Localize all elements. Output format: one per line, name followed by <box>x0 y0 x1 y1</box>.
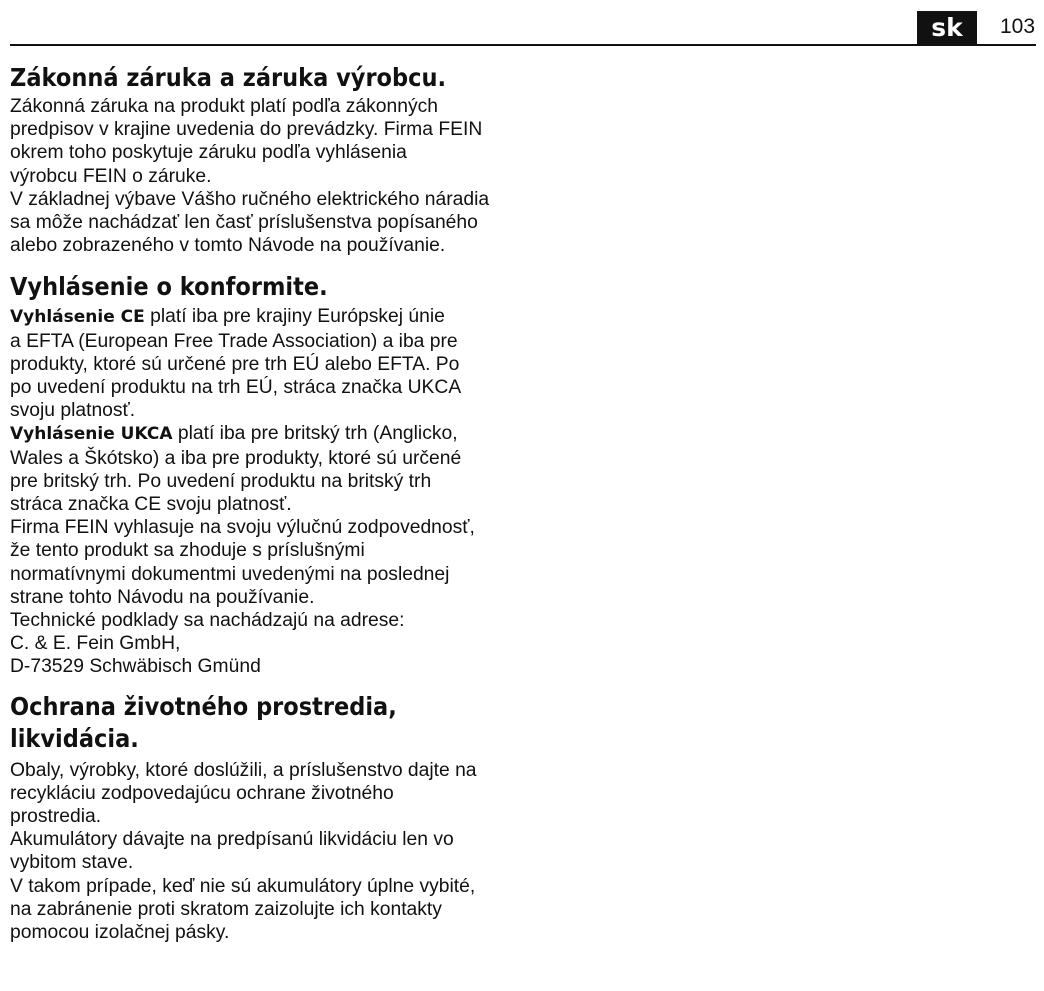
conformity-section <box>10 271 530 678</box>
warranty-paragraph <box>10 95 530 188</box>
heading-line: Ochrana životného prostredia, <box>10 691 397 721</box>
warranty-section <box>10 62 530 257</box>
page-number: 103 <box>1000 15 1036 38</box>
text-line: V takom prípade, keď nie sú akumulátory úplne vybité, <box>10 875 476 897</box>
text-fragment: platí iba pre krajiny Európskej únie <box>144 306 445 328</box>
text-line: prostredia. <box>10 806 102 828</box>
ukca-declaration-lead: Vyhlásenie UKCA <box>10 424 173 445</box>
text-line <box>10 305 530 329</box>
text-line: normatívnymi dokumentmi uvedenými na poslednej <box>10 563 450 585</box>
text-line: Obaly, výrobky, ktoré doslúžili, a príslušenstvo dajte na <box>10 759 477 781</box>
text-line: alebo zobrazeného v tomto Návode na používanie. <box>10 235 446 257</box>
text-line: Technické podklady sa nachádzajú na adrese: <box>10 610 405 632</box>
responsibility-paragraph <box>10 516 530 609</box>
warranty-heading: Zákonná záruka a záruka výrobcu. <box>10 63 447 92</box>
text-line: pomocou izolačnej pásky. <box>10 922 230 944</box>
text-line: po uvedení produktu na trh EÚ, stráca značka UKCA <box>10 377 462 399</box>
text-line: D-73529 Schwäbisch Gmünd <box>10 656 261 678</box>
environment-section <box>10 691 530 945</box>
text-line: vybitom stave. <box>10 852 134 874</box>
conformity-heading: Vyhlásenie o konformite. <box>10 272 328 302</box>
recycling-paragraph <box>10 759 530 829</box>
text-line: svoju platnosť. <box>10 400 136 422</box>
text-line: výrobcu FEIN o záruke. <box>10 165 212 187</box>
text-line: C. & E. Fein GmbH, <box>10 633 181 655</box>
page-content <box>10 62 530 944</box>
text-line: Wales a Škótsko) a iba pre produkty, ktoré sú určené <box>10 447 462 469</box>
text-line: recykláciu zodpovedajúcu ochrane životného <box>10 782 394 804</box>
technical-documents-address <box>10 609 530 679</box>
ce-declaration-paragraph <box>10 305 530 422</box>
battery-insulation-paragraph <box>10 875 530 945</box>
heading-line: likvidácia. <box>10 723 139 753</box>
text-line: predpisov v krajine uvedenia do prevádzky. Firma FEIN <box>10 119 483 141</box>
text-line: sa môže nachádzať len časť príslušenstva popísaného <box>10 212 478 234</box>
text-line: Akumulátory dávajte na predpísanú likvidáciu len vo <box>10 829 454 851</box>
text-line: okrem toho poskytuje záruku podľa vyhlásenia <box>10 142 407 164</box>
text-line: strane tohto Návodu na používanie. <box>10 586 315 608</box>
text-line: Firma FEIN vyhlasuje na svoju výlučnú zodpovednosť, <box>10 517 475 539</box>
text-line: pre britský trh. Po uvedení produktu na britský trh <box>10 470 432 492</box>
text-fragment: platí iba pre britský trh (Anglicko, <box>172 423 458 445</box>
ukca-declaration-paragraph <box>10 422 530 516</box>
ce-declaration-lead: Vyhlásenie CE <box>10 307 145 328</box>
text-line: Zákonná záruka na produkt platí podľa zákonných <box>10 96 438 117</box>
header-divider <box>10 44 1036 46</box>
text-line <box>10 422 530 446</box>
environment-heading <box>10 691 478 755</box>
text-line: na zabránenie proti skratom zaizolujte ich kontakty <box>10 898 442 920</box>
text-line: V základnej výbave Vášho ručného elektrického náradia <box>10 188 490 210</box>
text-line: produkty, ktoré sú určené pre trh EÚ alebo EFTA. Po <box>10 353 460 375</box>
text-line: a EFTA (European Free Trade Association) a iba pre <box>10 330 458 352</box>
accessories-paragraph <box>10 188 530 258</box>
text-line: že tento produkt sa zhoduje s príslušnými <box>10 540 365 562</box>
language-badge: sk <box>917 11 977 45</box>
text-line: stráca značka CE svoju platnosť. <box>10 494 292 516</box>
battery-disposal-paragraph <box>10 828 530 874</box>
